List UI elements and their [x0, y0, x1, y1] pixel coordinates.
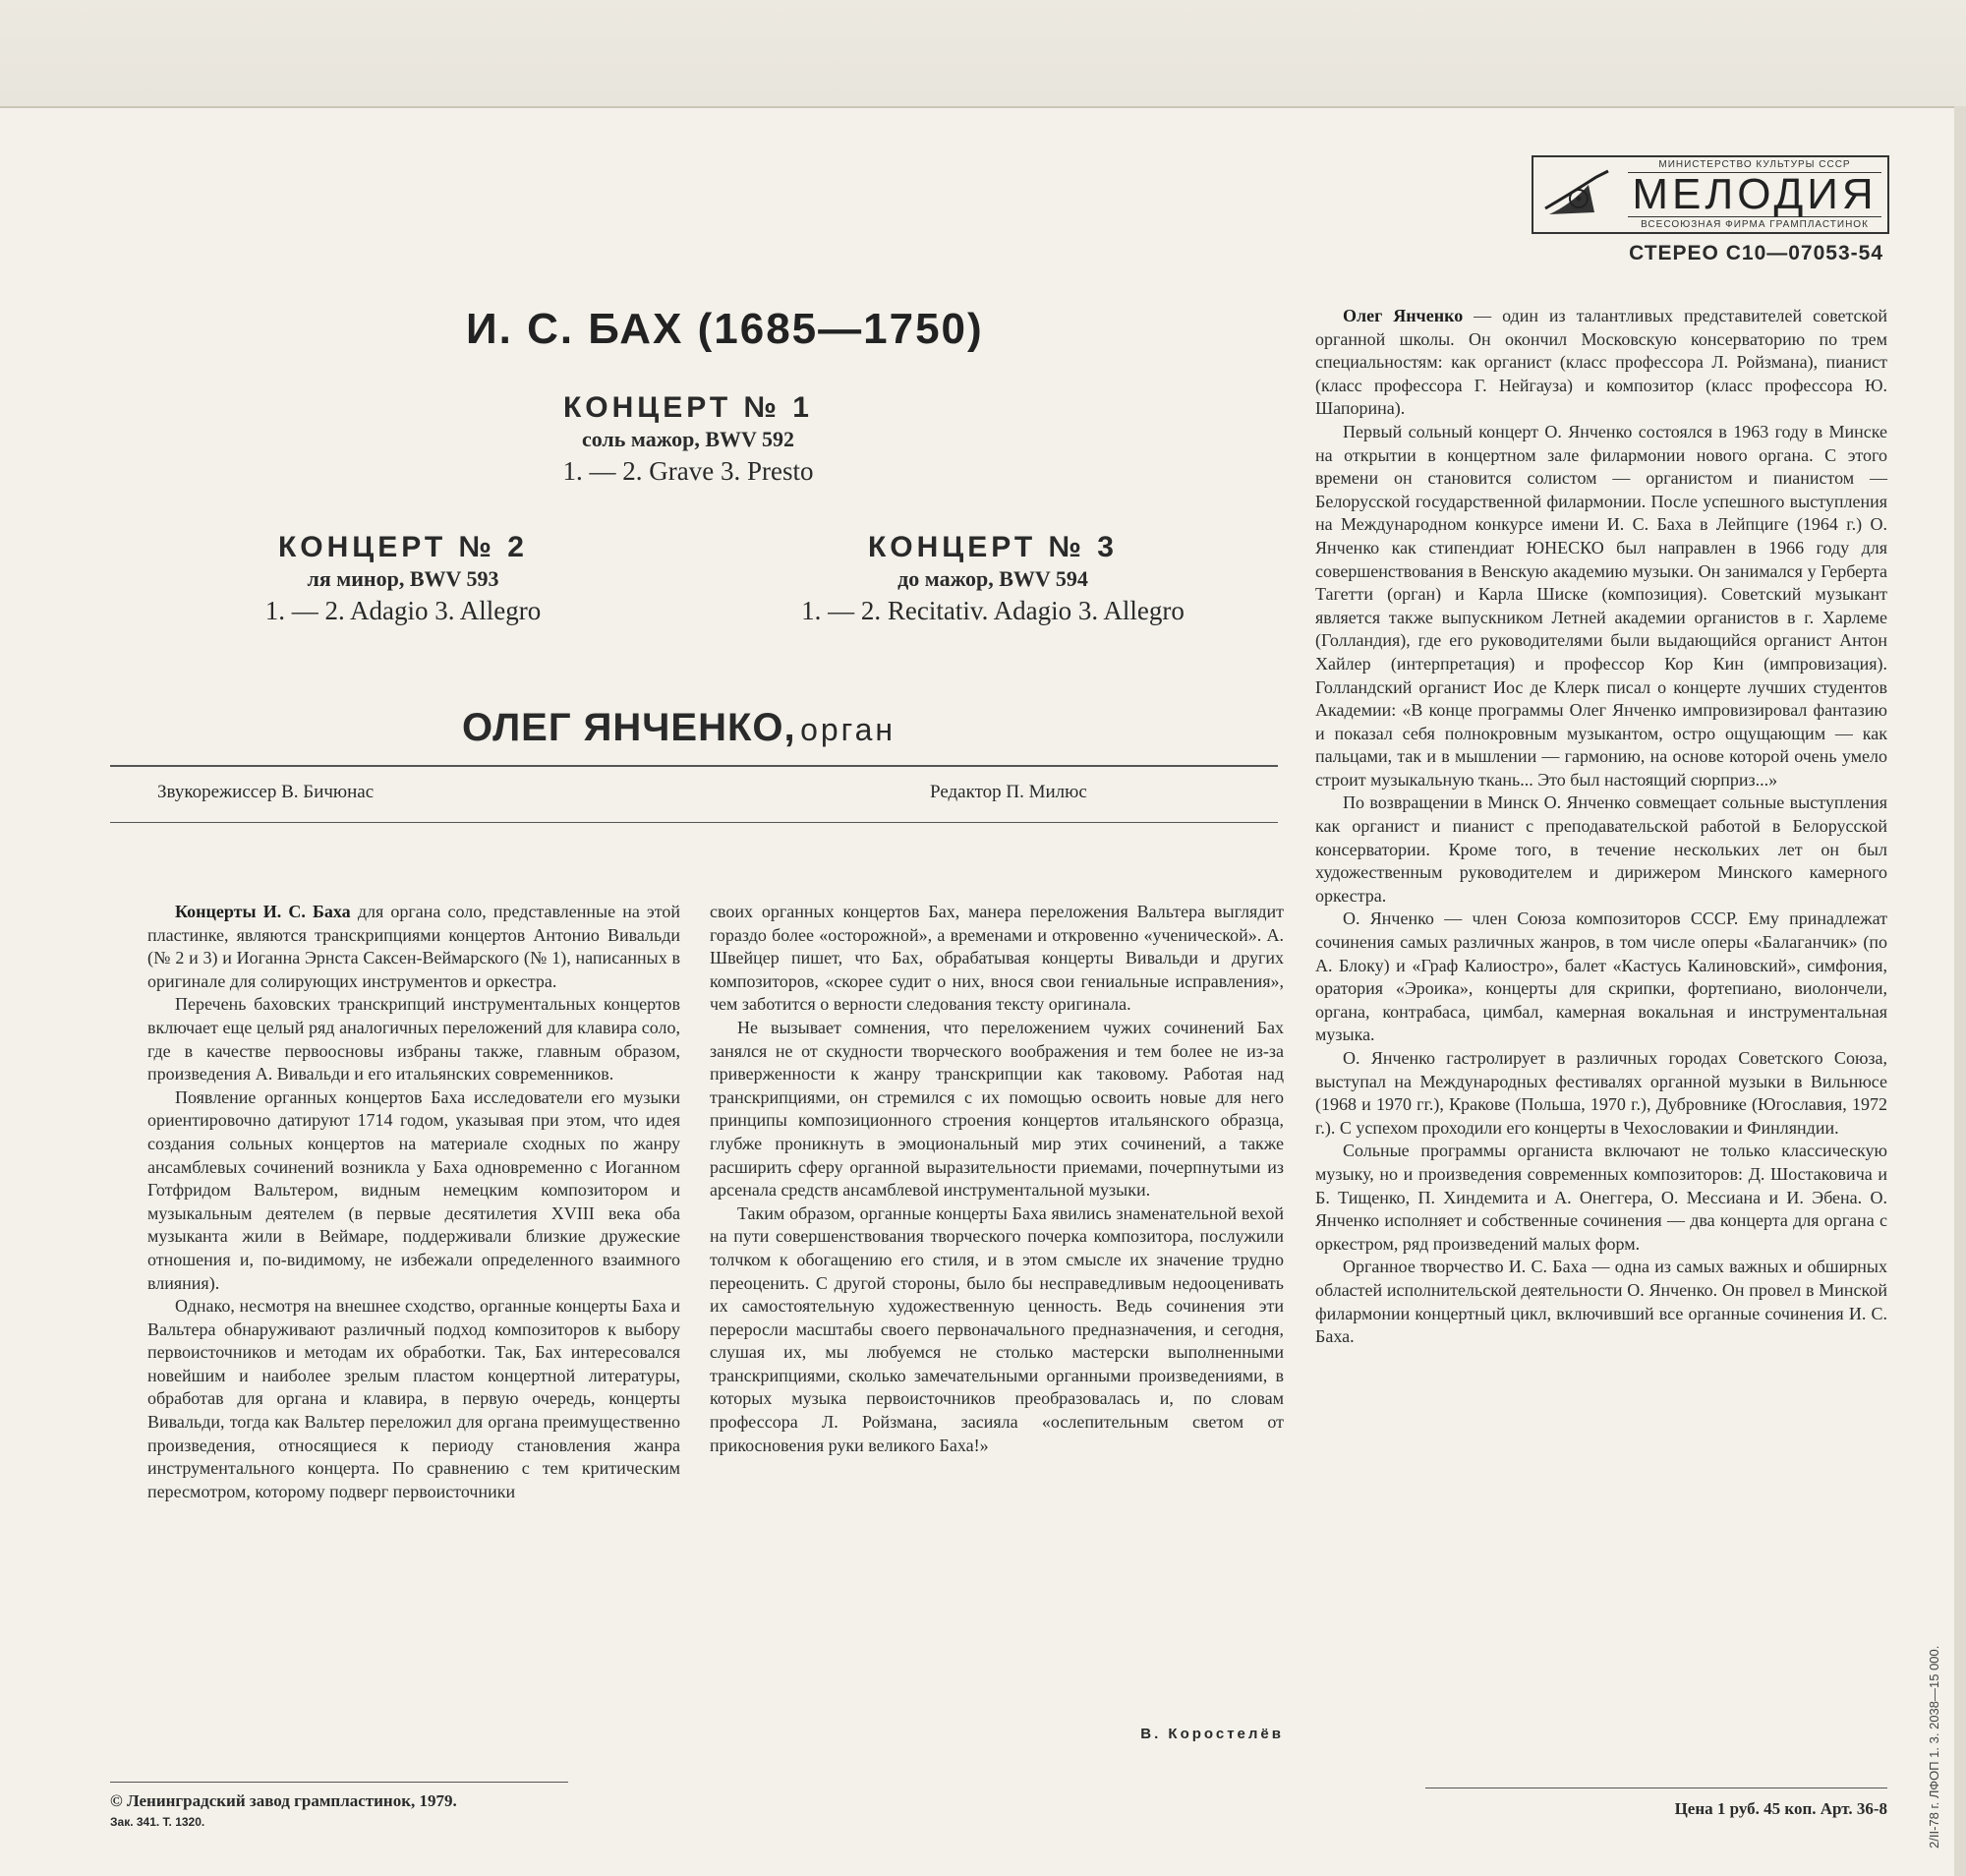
paragraph-lead: Концерты И. С. Баха [175, 902, 351, 921]
concert-title: КОНЦЕРТ № 3 [868, 531, 1118, 563]
paragraph: Перечень баховских транскрипций инструментальных концертов включает еще целый ряд аналогичных переложений для клавира соло, где в качестве первоосновы избраны также, главным образом, произведения А. Вивальди и его итальянских современников. [147, 994, 680, 1085]
composer-title: И. С. БАХ (1685—1750) [466, 305, 984, 353]
logo-company-line: ВСЕСОЮЗНАЯ ФИРМА ГРАМПЛАСТИНОК [1641, 219, 1869, 230]
concert-1 [511, 391, 865, 487]
catalog-number: СТЕРЕО С10—07053-54 [1629, 242, 1883, 264]
concert-movements: 1. — 2. Recitativ. Adagio 3. Allegro [801, 596, 1185, 625]
notes-middle-column [710, 901, 1284, 1457]
price-label: Цена 1 руб. 45 коп. Арт. 36-8 [1674, 1799, 1887, 1818]
paragraph: Органное творчество И. С. Баха — одна из самых важных и обширных областей исполнительской деятельности О. Янченко. Он провел в Минской филармонии концертный цикл, включивший все органные сочинения И. С. Баха. [1315, 1257, 1887, 1347]
paragraph: Не вызывает сомнения, что переложением чужих сочинений Бах занялся не от скудности творческого воображения и тем более не из-за приверженности к жанру транскрипции как таковому. Работая над транскрипциями, он стремился с их помощью освоить новые для него принципы композиционного строения концертов итальянского образца, глубже проникнуть в эмоциональный мир этих сочинений, а также расширить сферу органной выразительности приемами, почерпнутыми из арсенала средств ансамблевой инструментальной музыки. [710, 1017, 1284, 1201]
logo-brand-name: МЕЛОДИЯ [1628, 172, 1881, 217]
paragraph: О. Янченко гастролирует в различных городах Советского Союза, выступал на Международных фестивалях органной музыки в Вильнюсе (1968 и 1970 гг.), Кракове (Польша, 1970 г.), Дубровнике (Югославия, 1972 г.). С успехом проходили его концерты в Чехословакии и Финляндии. [1315, 1048, 1887, 1138]
author-signature: В. Коростелёв [1140, 1726, 1284, 1742]
paragraph [1315, 305, 1887, 421]
logo-text-block [1624, 157, 1887, 232]
paragraph: Таким образом, органные концерты Баха явились знаменательной вехой на пути совершенствования творческого почерка композитора, послужили толчком к обогащению его стиля, и в этом смысле их значение трудно переоценить. С другой стороны, было бы несправедливым недооценивать их самостоятельную художественную ценность. Ведь сочинения эти переросли масштабы своего первоначального предназначения, и сегодня, слушая их, мы любуемся не столько мастерски выполненными транскрипциями, сколько замечательными органными произведениями, в которых музыка первоисточников преобразовалась и, по словам профессора Л. Ройзмана, засияла «ослепительным светом от прикосновения руки великого Баха!» [710, 1202, 1284, 1455]
notes-left-column [147, 901, 680, 1503]
print-info-vertical: 2/II-78 г. ЛФОП 1. 3. 2038—15 000. [1927, 1645, 1941, 1848]
sleeve-top-flap [0, 0, 1966, 108]
concert-movements: 1. — 2. Adagio 3. Allegro [264, 596, 542, 625]
concert-key: до мажор, BWV 594 [897, 566, 1088, 591]
concert-key: соль мажор, BWV 592 [581, 427, 795, 451]
divider-line [110, 822, 1278, 823]
notes-right-column [1315, 305, 1887, 1349]
paragraph: своих органных концертов Бах, манера переложения Вальтера выглядит гораздо более «осторожной», а временами и откровенно «ученической». А. Швейцер пишет, что Бах, обрабатывая концерты Вивальди и других композиторов, «скорее судит о них, внося свои гениальные исправления», чем заботится о верности следования тексту оригинала. [710, 902, 1284, 1015]
performer-instrument: орган [800, 712, 896, 747]
concert-key: ля минор, BWV 593 [307, 566, 499, 591]
copyright-notice: © Ленинградский завод грампластинок, 1979. [110, 1791, 457, 1810]
concert-movements: 1. — 2. Grave 3. Presto [562, 456, 814, 486]
sound-engineer-credit: Звукорежиссер В. Бичюнас [157, 782, 375, 802]
paragraph: Появление органных концертов Баха исследователи его музыки ориентировочно датируют 1714 годом, указывая при этом, что идея создания сольных концертов на материале сходных по жанру ансамблевых сочинений возникла у Баха одновременно с Иоганном Готфридом Вальтером, видным немецким композитором и музыкальным деятелем (в первые десятилетия XVIII века оба музыканта жили в Веймаре, поддерживали близкие дружеские отношения и, по-видимому, не избежали определенного взаимного влияния). [147, 1086, 680, 1293]
melodiya-logo [1532, 155, 1889, 234]
paragraph [147, 901, 680, 993]
concert-2 [206, 531, 600, 626]
logo-ministry-line: МИНИСТЕРСТВО КУЛЬТУРЫ СССР [1658, 159, 1851, 170]
divider-line [110, 765, 1278, 767]
performer-name: ОЛЕГ ЯНЧЕНКО, [462, 706, 796, 749]
melodiya-emblem-icon [1533, 157, 1624, 232]
paragraph: По возвращении в Минск О. Янченко совмещает сольные выступления как органист и пианист с преподавательской работой в Белорусской консерватории. Кроме того, в течение нескольких лет он был художественным руководителем и дирижером Минского камерного оркестра. [1315, 792, 1887, 906]
footer-rule-left [110, 1782, 568, 1783]
editor-credit: Редактор П. Милюс [930, 782, 1087, 802]
paragraph-text: для органа соло, представленные на этой пластинке, являются транскрипциями концертов Антонио Вивальди (№ 2 и 3) и Иоганна Эрнста Саксен-Веймарского (№ 1), написанных в оригинале для солирующих инструментов и оркестра. [147, 902, 681, 991]
concert-3 [727, 531, 1258, 626]
paragraph: О. Янченко — член Союза композиторов СССР. Ему принадлежат сочинения самых различных жанров, в том числе оперы «Балаганчик» (по А. Блоку) и «Граф Калиостро», балет «Кастусь Калиновский», симфония, оратория «Эроика», концерты для скрипки, фортепиано, виолончели, органа, контрабаса, цимбал, камерная вокальная и инструментальная музыка. [1315, 909, 1887, 1045]
paragraph: Однако, несмотря на внешнее сходство, органные концерты Баха и Вальтера обнаруживают различный подход композиторов к выбору первоисточников и методам их обработки. Так, Бах интересовался новейшим и наиболее зрелым пластом концертной литературы, обработав для органа и клавира, в первую очередь, концерты Вивальди, тогда как Вальтер переложил для органа преимущественно произведения, относящиеся к периоду становления жанра инструментального концерта. По сравнению с тем критическим пересмотром, которому подверг первоисточники [147, 1296, 680, 1501]
paragraph: Первый сольный концерт О. Янченко состоялся в 1963 году в Минске на открытии в концертном зале филармонии нового органа. С этого времени он становится солистом — органистом и пианистом — Белорусской государственной филармонии. После успешного выступления на Международном конкурсе имени И. С. Баха в Лейпциге (1964 г.) О. Янченко как стипендиат ЮНЕСКО был направлен в 1966 году для совершенствования в Венскую академию музыки. Он занимался у Герберта Тагетти (орган) и Карла Шиске (композиция). Советский музыкант является также выпускником Летней академии органистов в г. Харлеме (Голландия), где его руководителями были выдающийся органист Антон Хайлер (интерпретация) и профессор Кор Кин (импровизация). Голландский органист Иос де Клерк писал о концерте лучших студентов Академии: «В конце программы Олег Янченко импровизировал фантазию и показал себя полнокровным музыкантом, остро ощущающим — как пальцами, так и в мышлении — гармонию, на основе которой очень умело строит музыкальную ткань... Это был настоящий сюрприз...» [1315, 421, 1887, 790]
paragraph: Сольные программы органиста включают не только классическую музыку, но и произведения современных композиторов: Д. Шостаковича и Б. Тищенко, П. Хиндемита и А. Онеггера, О. Мессиана и И. Эбена. О. Янченко исполняет и собственные сочинения — два концерта для органа с оркестром, ряд произведений малых форм. [1315, 1141, 1887, 1254]
order-number: Зак. 341. Т. 1320. [110, 1815, 205, 1829]
paragraph-text: — один из талантливых представителей советской органной школы. Он окончил Московскую консерваторию по трем специальностям: как органист (класс профессора Л. Ройзмана), пианист (класс профессора Г. Нейгауза) и композитор (класс профессора Ю. Шапорина). [1315, 306, 1887, 419]
paragraph-lead: Олег Янченко [1343, 306, 1464, 325]
concert-title: КОНЦЕРТ № 2 [278, 531, 528, 563]
sleeve-right-edge [1954, 106, 1966, 1876]
performer [462, 706, 896, 750]
concert-title: КОНЦЕРТ № 1 [563, 391, 813, 424]
